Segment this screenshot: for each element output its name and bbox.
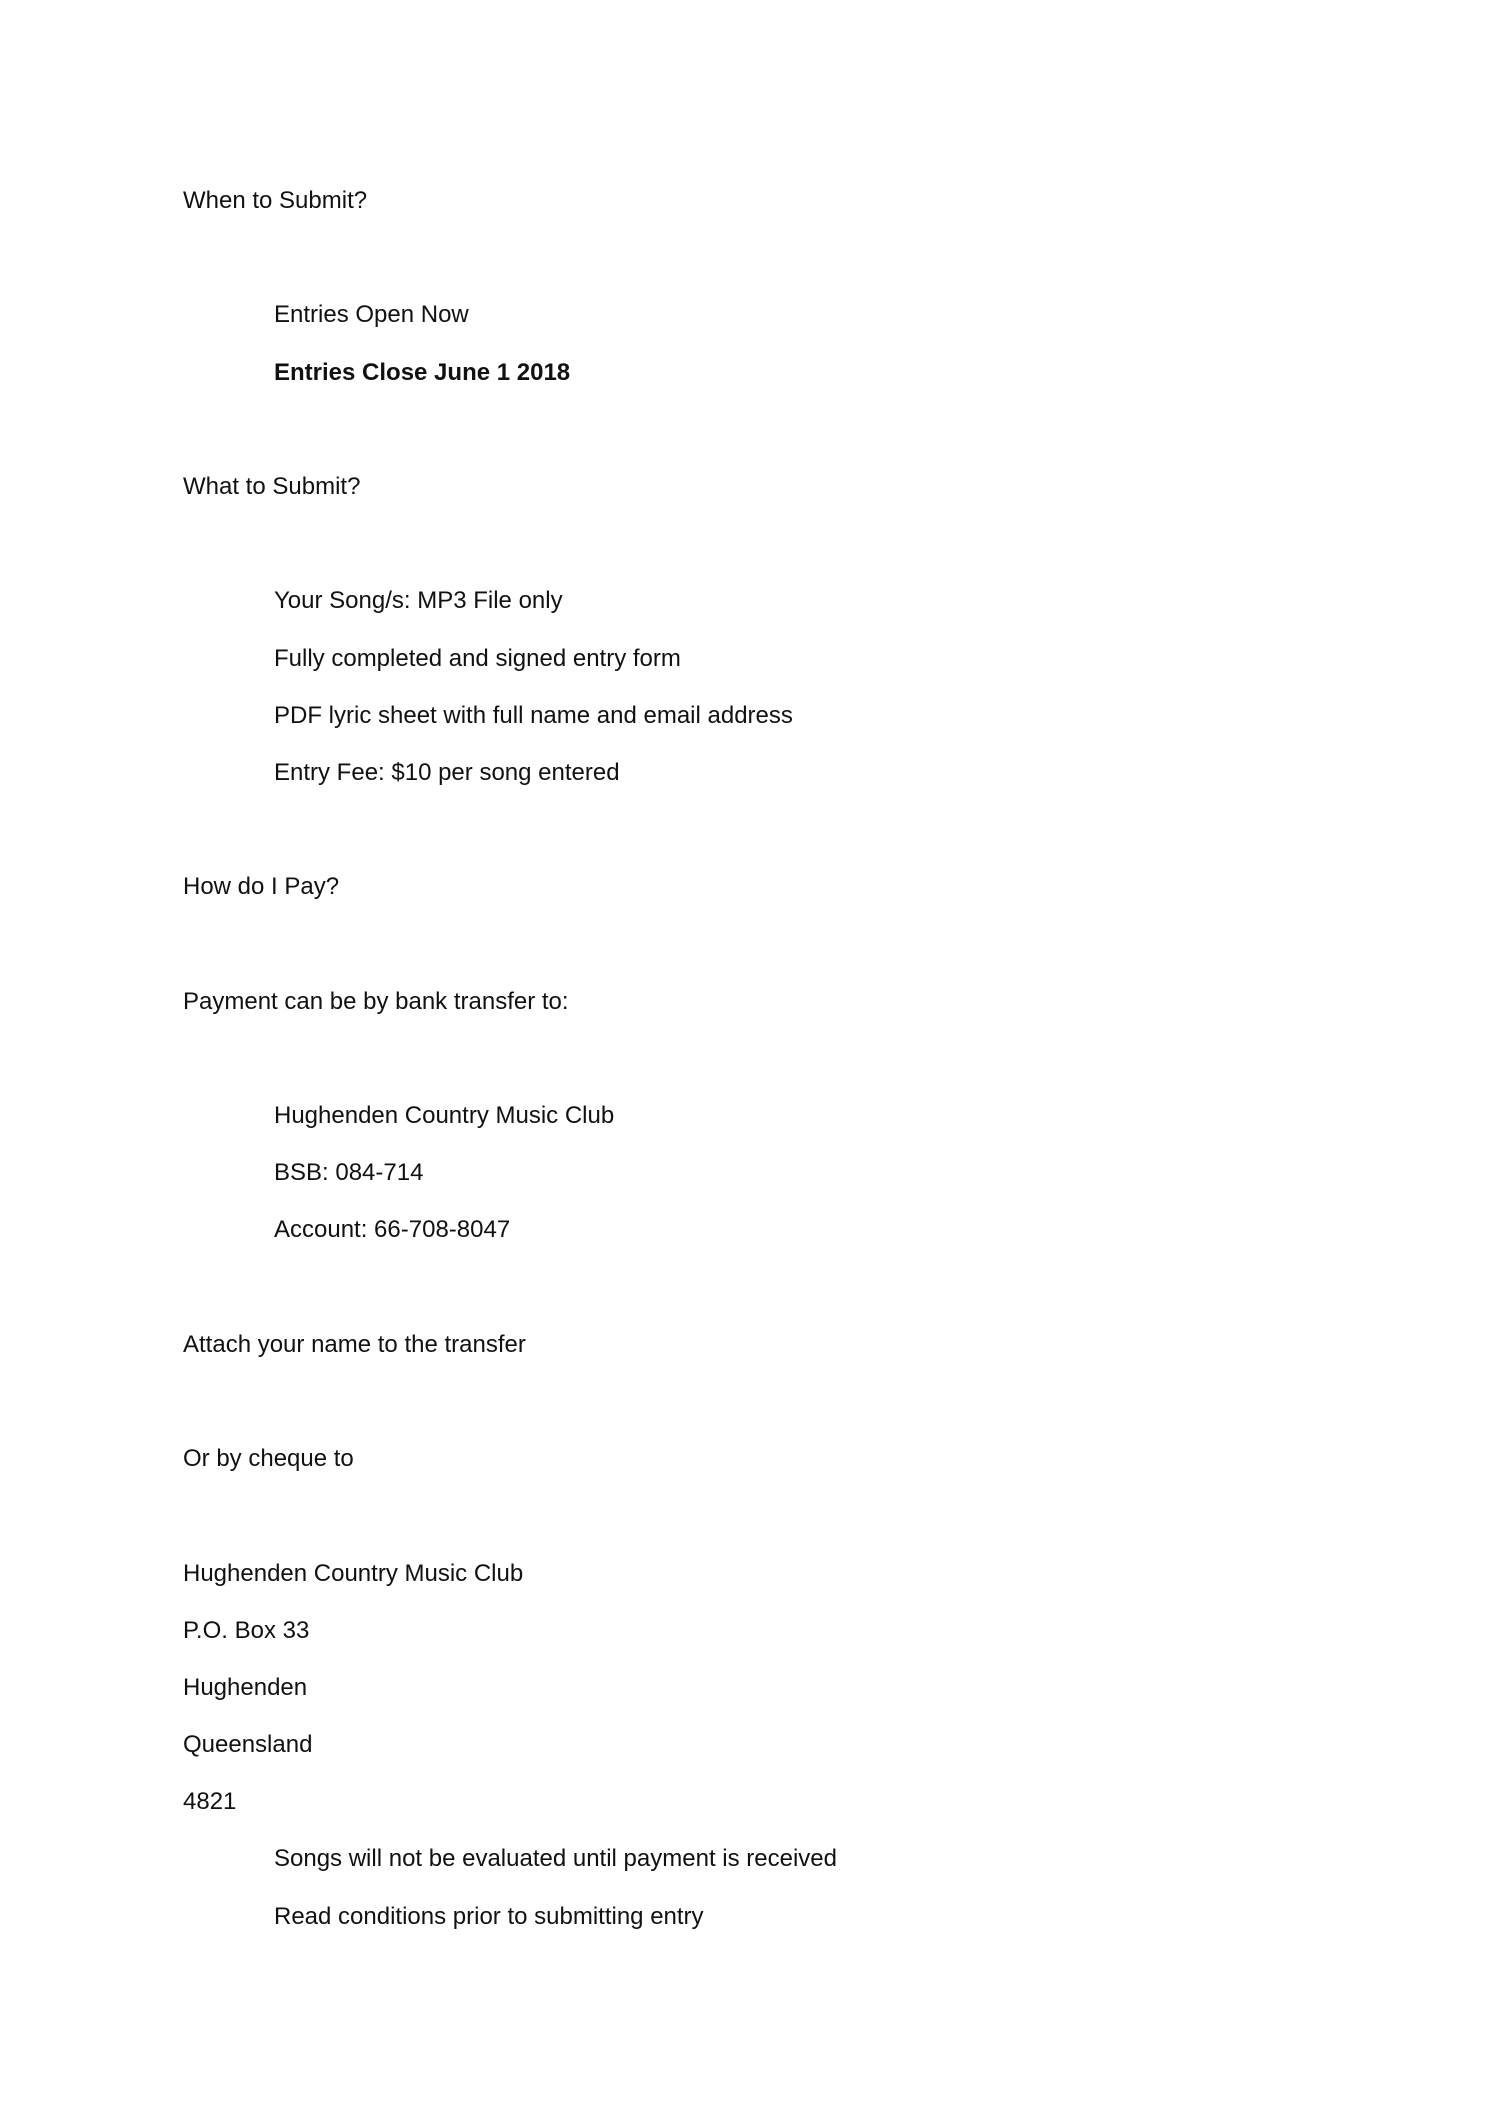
- entries-close: Entries Close June 1 2018: [274, 358, 571, 386]
- payment-note: Songs will not be evaluated until payment is received: [274, 1845, 837, 1873]
- cheque-intro: Or by cheque to: [183, 1445, 354, 1473]
- bank-intro: Payment can be by bank transfer to:: [183, 987, 569, 1015]
- what-heading: What to Submit?: [183, 472, 361, 500]
- requirement-item: Your Song/s: MP3 File only: [274, 587, 563, 615]
- address-line: Queensland: [183, 1731, 313, 1759]
- bank-name: Hughenden Country Music Club: [274, 1102, 615, 1129]
- address-line: Hughenden Country Music Club: [183, 1559, 524, 1587]
- requirement-item: Fully completed and signed entry form: [274, 644, 681, 672]
- entries-open: Entries Open Now: [274, 301, 469, 329]
- bank-account: Account: 66-708-8047: [274, 1216, 511, 1244]
- address-line: Hughenden: [183, 1673, 308, 1701]
- bank-bsb: BSB: 084-714: [274, 1159, 424, 1187]
- requirement-item: Entry Fee: $10 per song entered: [274, 758, 620, 786]
- attach-note: Attach your name to the transfer: [183, 1330, 526, 1358]
- conditions-note: Read conditions prior to submitting entry: [274, 1902, 704, 1930]
- address-line: P.O. Box 33: [183, 1616, 310, 1644]
- address-line: 4821: [183, 1788, 237, 1816]
- pay-heading: How do I Pay?: [183, 873, 340, 901]
- requirement-item: PDF lyric sheet with full name and email address: [274, 701, 793, 729]
- when-heading: When to Submit?: [183, 187, 368, 214]
